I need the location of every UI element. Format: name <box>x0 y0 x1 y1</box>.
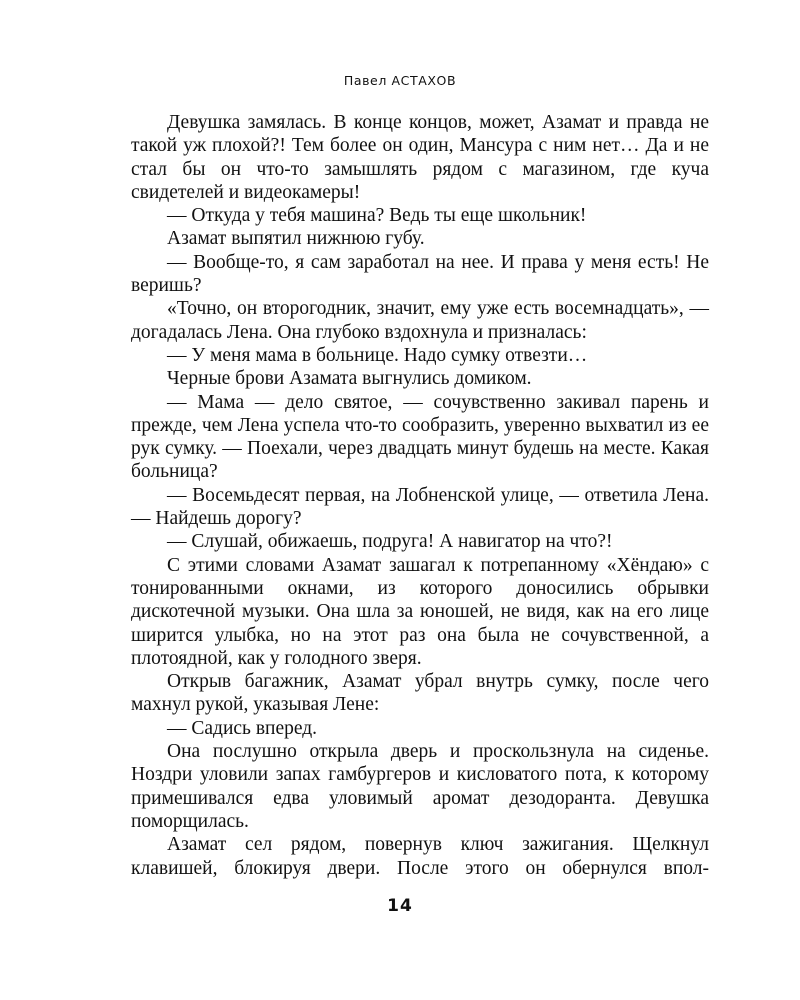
paragraph: — Слушай, обижаешь, подруга! А навигатор на что?! <box>167 531 613 553</box>
paragraph: Черные брови Азамата выгнулись домиком. <box>167 368 532 390</box>
paragraph: Девушка замялась. В конце концов, может, Азамат и правда не такой уж плохой?! Тем более он один, Мансура с ним нет… Да и не стал бы он что-то замышлять рядом с магазином, где куча свидетелей и видеокамеры! <box>131 112 709 203</box>
paragraph: Азамат выпятил нижнюю губу. <box>167 228 425 250</box>
page-number: 14 <box>387 896 413 916</box>
paragraph: «Точно, он второгодник, значит, ему уже есть восемнадцать», — догадалась Лена. Она глубоко вздохнула и призналась: <box>131 298 709 343</box>
running-head: Павел АСТАХОВ <box>343 73 457 88</box>
paragraph: Открыв багажник, Азамат убрал внутрь сумку, после чего махнул рукой, указывая Лене: <box>131 671 709 716</box>
paragraph: — Восемьдесят первая, на Лобненской улице, — ответила Лена. — Найдешь дорогу? <box>131 484 709 530</box>
paragraph: — Откуда у тебя машина? Ведь ты еще школьник! <box>167 205 587 227</box>
body-text <box>131 111 709 880</box>
paragraph: — У меня мама в больнице. Надо сумку отвезти… <box>167 344 588 366</box>
paragraph: Азамат сел рядом, повернув ключ зажигания. Щелкнул клавишей, блокируя двери. После этого он обернулся впол- <box>131 834 709 879</box>
paragraph: — Вообще-то, я сам заработал на нее. И права у меня есть! Не веришь? <box>131 251 709 297</box>
paragraph: — Садись вперед. <box>167 717 318 739</box>
paragraph: — Мама — дело святое, — сочувственно закивал парень и прежде, чем Лена успела что-то сообразить, уверенно выхватил из ее рук сумку. — Поехали, через двадцать минут будешь на месте. Какая больница? <box>131 391 709 483</box>
paragraph: Она послушно открыла дверь и проскользнула на сиденье. Ноздри уловили запах гамбургеров и кисловатого пота, к которому примешивался едва уловимый аромат дезодоранта. Девушка поморщилась. <box>131 741 709 832</box>
paragraph: С этими словами Азамат зашагал к потрепанному «Хёндаю» с тонированными окнами, из которого доносились обрывки дискотечной музыки. Она шла за юношей, не видя, как на его лице ширится улыбка, но на этот раз она была не сочувственной, а плотоядной, как у голодного зверя. <box>131 554 709 669</box>
